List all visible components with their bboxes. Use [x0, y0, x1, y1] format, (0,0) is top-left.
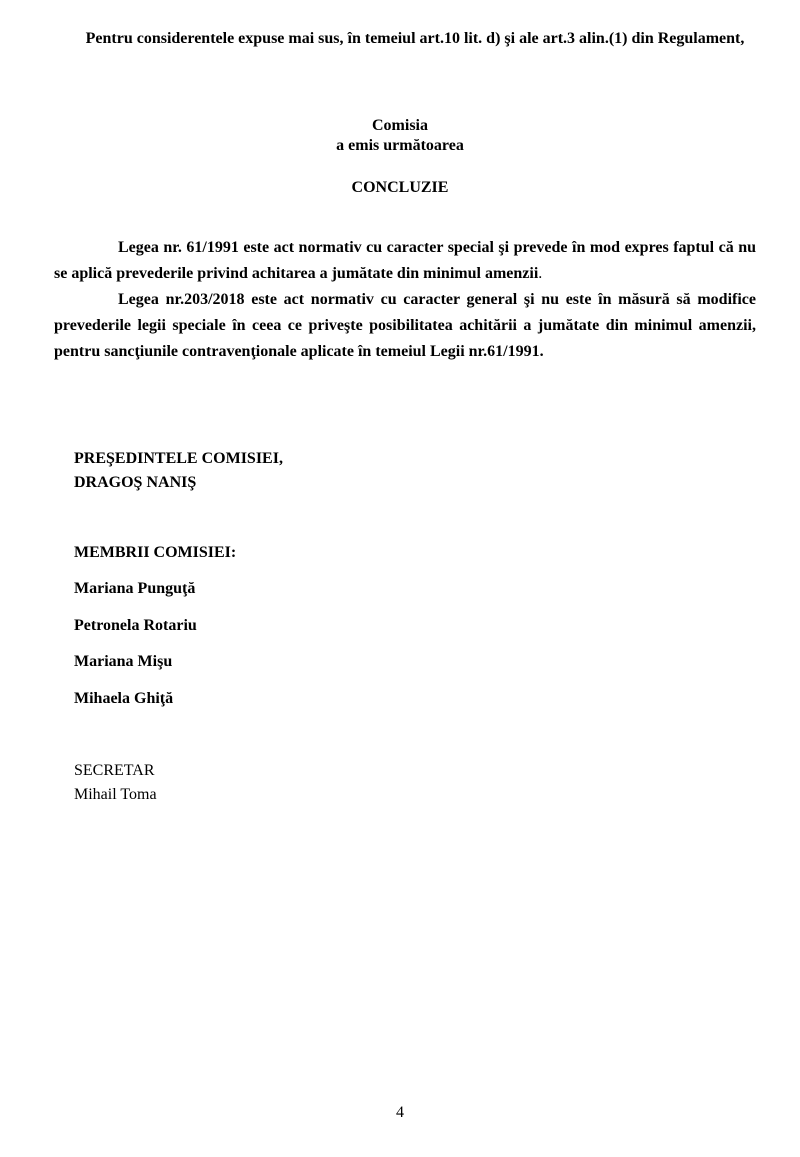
secretary-block — [74, 759, 157, 807]
member-name: Petronela Rotariu — [74, 617, 197, 634]
member-name: Mariana Punguţă — [74, 580, 196, 597]
president-title: PREŞEDINTELE COMISIEI, — [74, 450, 283, 467]
secretary-title: SECRETAR — [74, 762, 155, 779]
issued-line: a emis următoarea — [336, 137, 464, 154]
paragraph-1-text: Legea nr. 61/1991 este act normativ cu caracter special şi prevede în mod expres faptul că nu se aplică prevederile privind achitarea a jumătate din minimul amenzii — [54, 239, 756, 282]
conclusion-title: CONCLUZIE — [351, 179, 449, 196]
members-title: MEMBRII COMISIEI: — [74, 544, 237, 561]
intro-text: Pentru considerentele expuse mai sus, în temeiul art.10 lit. d) şi ale art.3 alin.(1) din Regulament, — [85, 30, 745, 47]
paragraph-1-period: . — [538, 265, 543, 282]
member-name: Mariana Mişu — [74, 653, 173, 670]
secretary-name: Mihail Toma — [74, 786, 157, 803]
president-block — [74, 447, 283, 495]
commission-heading: Comisia — [372, 117, 428, 134]
conclusion-paragraph-1 — [54, 235, 756, 287]
conclusion-paragraph-2: Legea nr.203/2018 este act normativ cu caracter general şi nu este în măsură să modifice prevederile legii speciale în ceea ce priveşte posibilitatea achitării a jumătate din minimul amenzii, pentru sancţiunile contravenţionale aplicate în temeiul Legii nr.61/1991. — [54, 291, 756, 360]
member-name: Mihaela Ghiţă — [74, 690, 174, 707]
president-name: DRAGOŞ NANIŞ — [74, 474, 197, 491]
page-number: 4 — [396, 1104, 404, 1121]
